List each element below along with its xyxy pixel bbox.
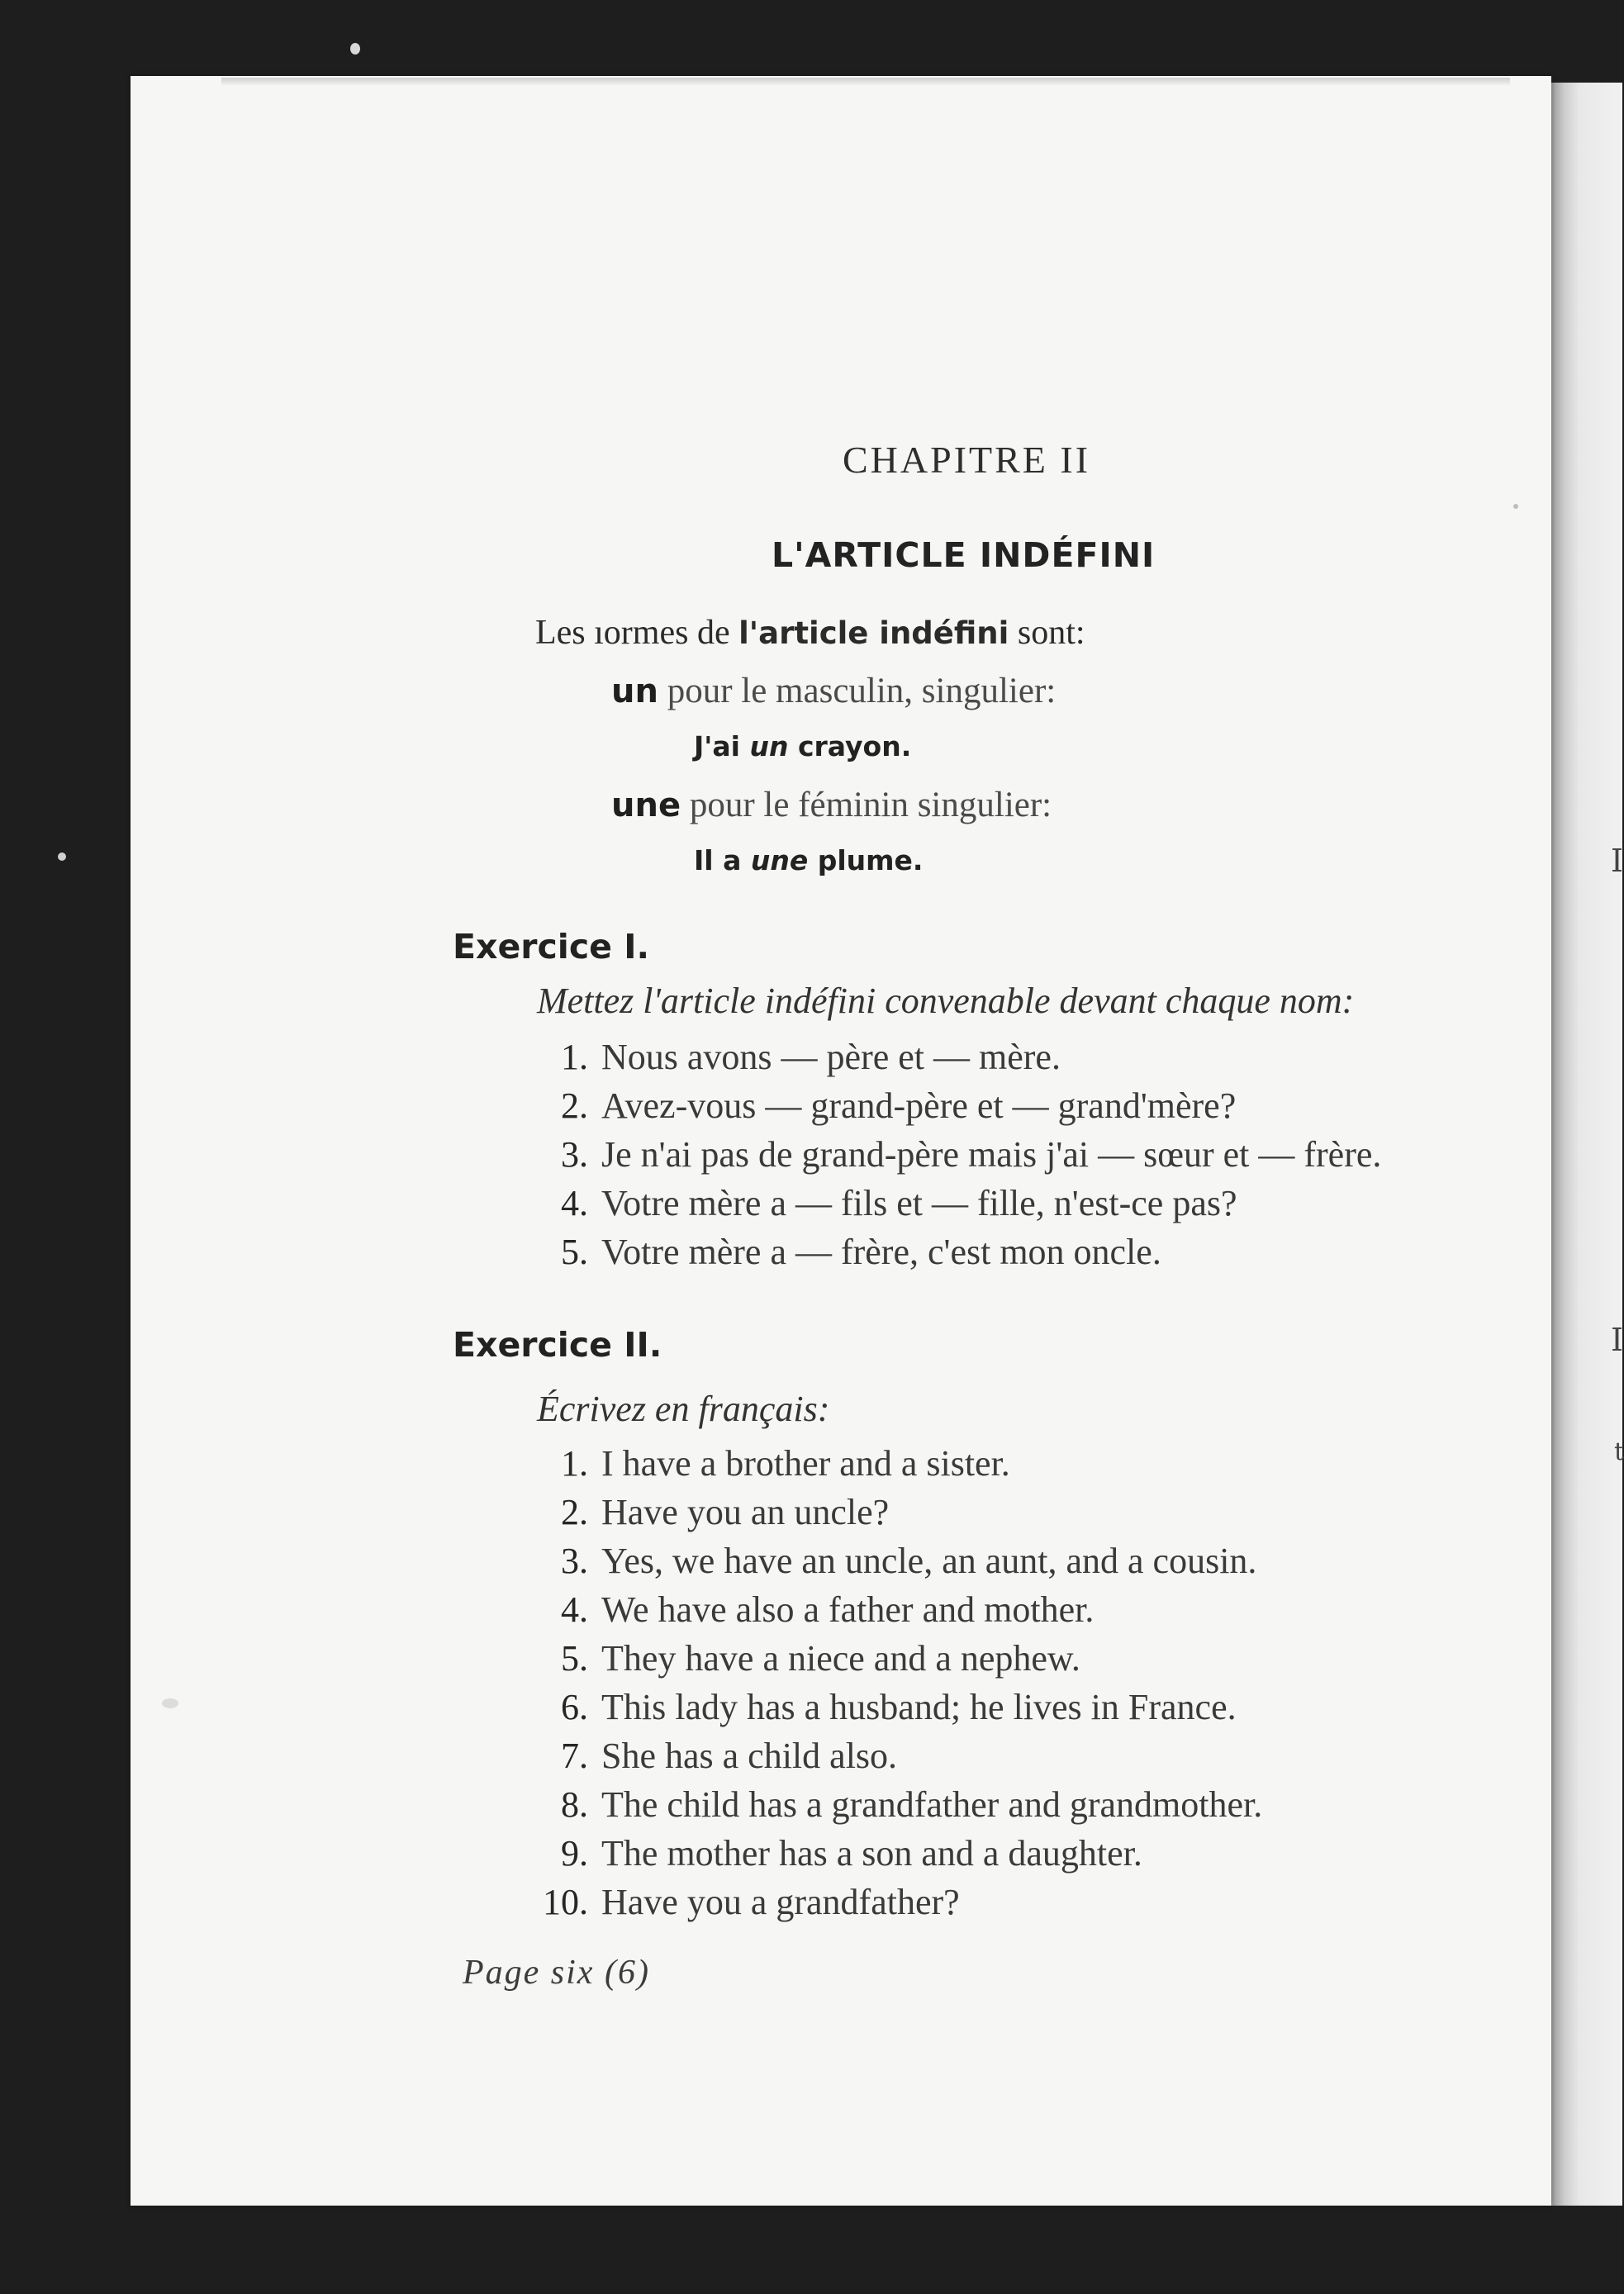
list-item: [529, 1686, 1237, 1728]
chapter-label: CHAPITRE II: [843, 439, 1091, 481]
page-number-footer: Page six (6): [463, 1954, 650, 1992]
list-item: [529, 1735, 897, 1777]
intro-bold-term: l'article indéfini: [738, 615, 1009, 651]
item-text: I have a brother and a sister.: [601, 1443, 1010, 1484]
intro-line: [535, 613, 1085, 653]
facing-page-mark: I: [1611, 843, 1624, 879]
example-after: plume.: [808, 844, 924, 876]
example-article: un: [749, 730, 789, 762]
item-number: 8.: [561, 1784, 588, 1825]
item-number: 4.: [561, 1183, 588, 1223]
form-word: une: [611, 786, 681, 824]
list-item: [529, 1589, 1094, 1631]
intro-suffix: sont:: [1009, 614, 1085, 652]
item-text: We have also a father and mother.: [601, 1589, 1095, 1630]
item-number: 2.: [561, 1492, 588, 1532]
item-number: 7.: [561, 1736, 588, 1776]
list-item: [529, 1491, 889, 1533]
facing-page-mark: t: [1614, 1437, 1624, 1466]
item-text: Nous avons — père et — mère.: [601, 1037, 1061, 1077]
item-text: Je n'ai pas de grand-père mais j'ai — sœur et — frère.: [601, 1134, 1382, 1175]
chapter-title: L'ARTICLE INDÉFINI: [772, 535, 1156, 575]
list-item: [529, 1231, 1161, 1273]
item-number: 1.: [561, 1037, 588, 1077]
exercise-2-instruction: Écrivez en français:: [537, 1389, 830, 1429]
list-item: [529, 1540, 1256, 1582]
exercise-2-heading: Exercice II.: [453, 1325, 662, 1365]
example-after: crayon.: [788, 730, 912, 762]
example-article: une: [750, 844, 809, 876]
list-item: [529, 1637, 1080, 1679]
item-number: 6.: [561, 1687, 588, 1727]
form-description: pour le masculin, singulier:: [658, 672, 1057, 710]
example-before: J'ai: [694, 730, 750, 762]
list-item: [529, 1085, 1236, 1127]
list-item: [529, 1442, 1010, 1484]
form-word: un: [611, 672, 658, 710]
item-text: This lady has a husband; he lives in France.: [601, 1687, 1237, 1727]
list-item: [529, 1182, 1237, 1224]
item-number: 10.: [543, 1882, 588, 1922]
item-number: 1.: [561, 1443, 588, 1484]
item-number: 9.: [561, 1833, 588, 1874]
item-text: Have you an uncle?: [601, 1492, 890, 1532]
list-item: [529, 1036, 1061, 1078]
list-item: [529, 1832, 1142, 1874]
form-description: pour le féminin singulier:: [681, 786, 1052, 824]
item-number: 5.: [561, 1232, 588, 1272]
item-number: 2.: [561, 1085, 588, 1126]
item-text: The child has a grandfather and grandmother.: [601, 1784, 1263, 1825]
item-number: 4.: [561, 1589, 588, 1630]
item-text: Votre mère a — frère, c'est mon oncle.: [601, 1232, 1161, 1272]
list-item: [529, 1881, 960, 1923]
intro-prefix: Les ıormes de: [535, 614, 739, 652]
form-line-feminine: [611, 785, 1052, 825]
item-number: 3.: [561, 1134, 588, 1175]
item-text: She has a child also.: [601, 1736, 898, 1776]
example-before: Il a: [694, 844, 751, 876]
exercise-1-instruction: Mettez l'article indéfini convenable devant chaque nom:: [537, 981, 1355, 1021]
facing-page-mark: I: [1611, 1322, 1624, 1358]
exercise-1-heading: Exercice I.: [453, 927, 650, 967]
list-item: [529, 1133, 1381, 1175]
item-text: Avez-vous — grand-père et — grand'mère?: [601, 1085, 1237, 1126]
item-number: 5.: [561, 1638, 588, 1679]
form-line-masculine: [611, 671, 1056, 711]
item-text: They have a niece and a nephew.: [601, 1638, 1080, 1679]
item-text: Votre mère a — fils et — fille, n'est-ce pas?: [601, 1183, 1237, 1223]
item-text: Yes, we have an uncle, an aunt, and a cousin.: [601, 1541, 1257, 1581]
item-text: The mother has a son and a daughter.: [601, 1833, 1142, 1874]
list-item: [529, 1783, 1262, 1826]
example-feminine: [694, 844, 923, 876]
example-masculine: [694, 730, 911, 762]
item-text: Have you a grandfather?: [601, 1882, 960, 1922]
item-number: 3.: [561, 1541, 588, 1581]
